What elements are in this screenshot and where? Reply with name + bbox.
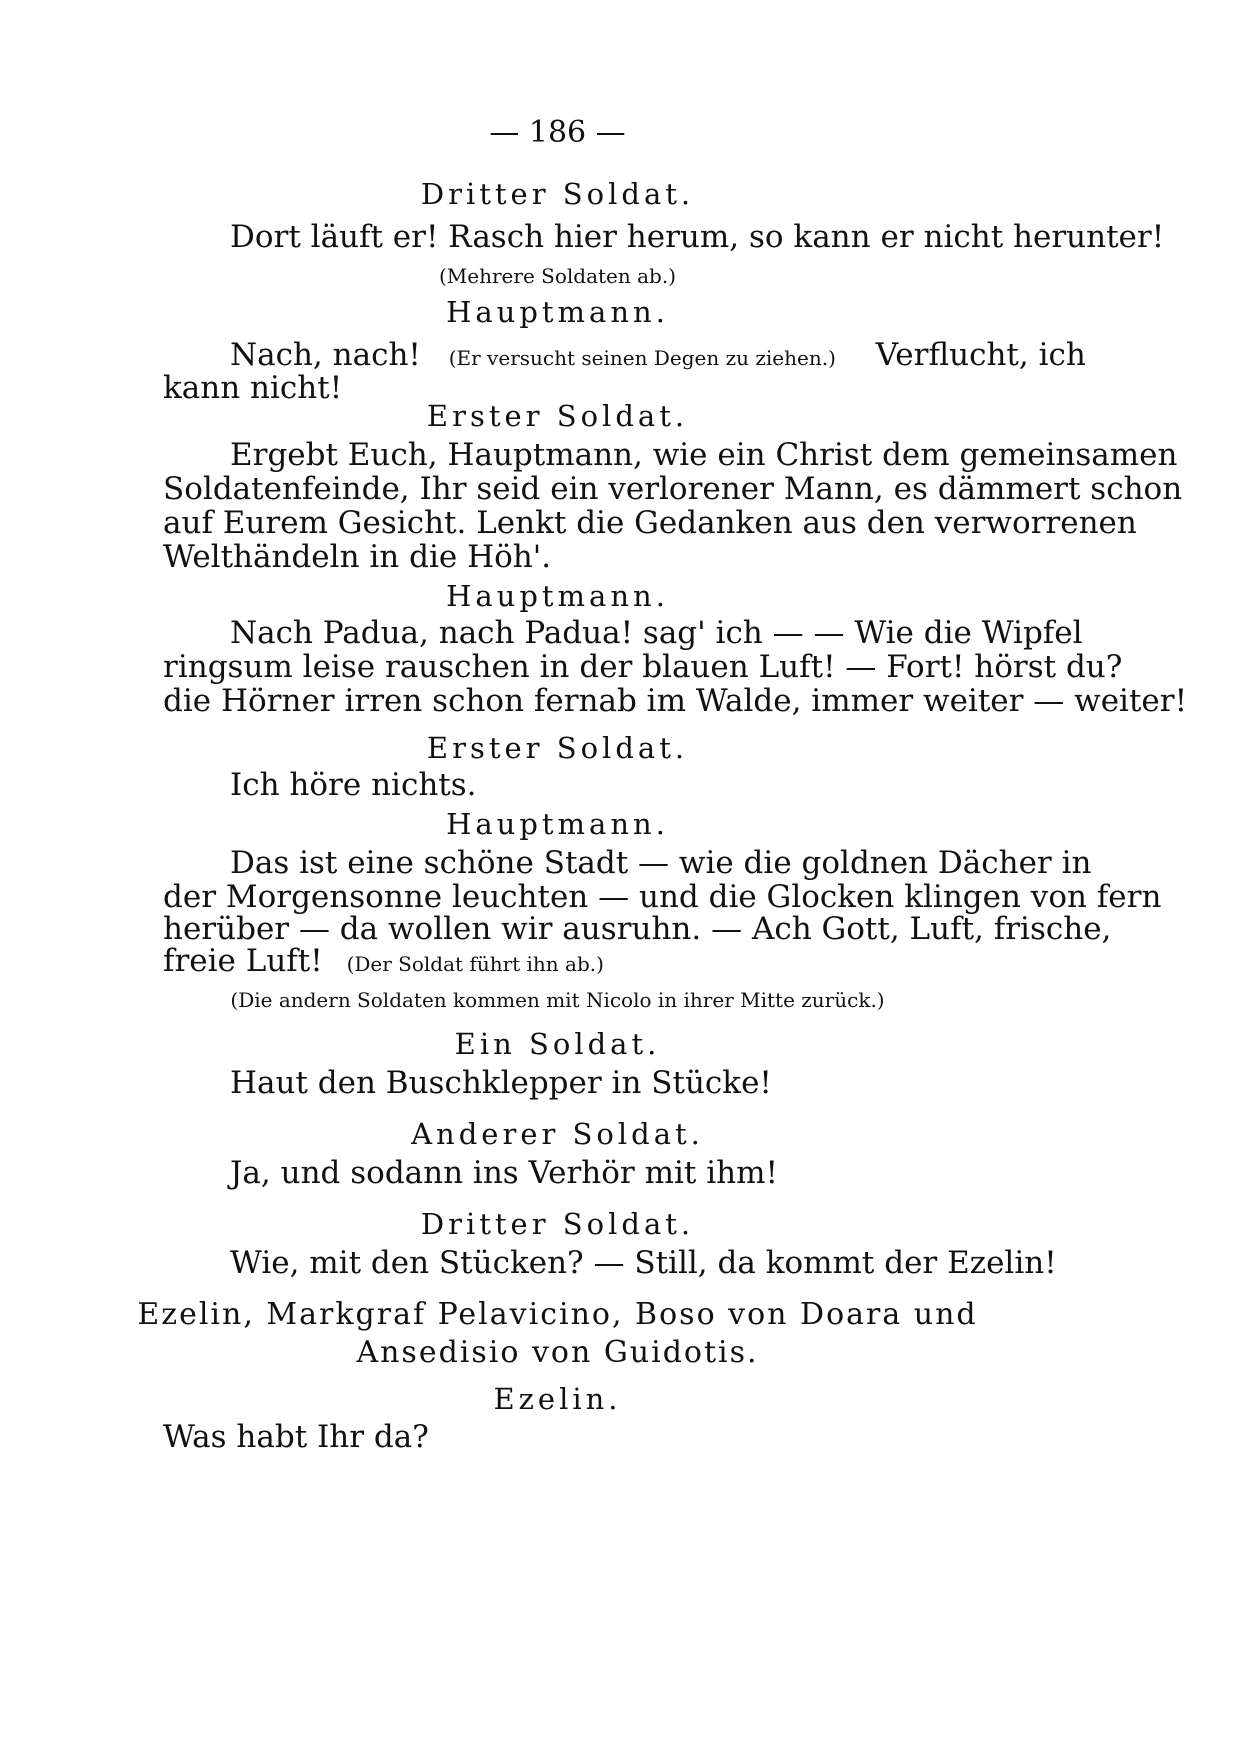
dialogue-line: Ja, und sodann ins Verhör mit ihm!	[230, 1155, 778, 1191]
speaker-heading: Erster Soldat.	[426, 731, 689, 765]
speaker-heading: Hauptmann.	[446, 807, 669, 841]
dialogue-line: Soldatenfeinde, Ihr seid ein verlorener Mann, es dämmert schon	[163, 471, 1183, 507]
dialogue-line: Welthändeln in die Höh'.	[163, 539, 552, 575]
dialogue-line: Was habt Ihr da?	[163, 1419, 429, 1455]
speaker-heading: Anderer Soldat.	[411, 1117, 704, 1151]
dialogue-line: auf Eurem Gesicht. Lenkt die Gedanken aus den verworrenen	[163, 505, 1137, 541]
entrance-direction: Ezelin, Markgraf Pelavicino, Boso von Doara und	[137, 1297, 978, 1332]
dialogue-line: Wie, mit den Stücken? — Still, da kommt der Ezelin!	[230, 1245, 1057, 1281]
speaker-heading: Erster Soldat.	[426, 399, 689, 433]
speaker-heading: Ein Soldat.	[454, 1027, 661, 1061]
dialogue-line: der Morgensonne leuchten — und die Glocken klingen von fern	[163, 879, 1162, 915]
dialogue-line: Dort läuft er! Rasch hier herum, so kann er nicht herunter!	[230, 219, 1165, 255]
speaker-heading: Dritter Soldat.	[420, 1207, 695, 1241]
dialogue-line	[230, 337, 1086, 373]
stage-direction: (Der Soldat führt ihn ab.)	[346, 952, 604, 976]
dialogue-line: herüber — da wollen wir ausruhn. — Ach Gott, Luft, frische,	[163, 911, 1112, 947]
dialogue-line: die Hörner irren schon fernab im Walde, immer weiter — weiter!	[163, 683, 1188, 719]
dialogue-line: Nach Padua, nach Padua! sag' ich — — Wie die Wipfel	[230, 615, 1083, 651]
speaker-heading: Ezelin.	[493, 1382, 622, 1416]
dialogue-line: ringsum leise rauschen in der blauen Luft! — Fort! hörst du?	[163, 649, 1123, 685]
dialogue-line: Ich höre nichts.	[230, 767, 477, 803]
dialogue-line: Das ist eine schöne Stadt — wie die goldnen Dächer in	[230, 845, 1092, 881]
page-number: — 186 —	[489, 115, 626, 150]
speaker-heading: Hauptmann.	[446, 295, 669, 329]
speaker-heading: Dritter Soldat.	[420, 177, 695, 211]
dialogue-line	[163, 943, 604, 979]
dialogue-text: freie Luft!	[163, 943, 323, 979]
dialogue-line: kann nicht!	[163, 370, 343, 406]
stage-direction: (Er versucht seinen Degen zu ziehen.)	[448, 346, 836, 370]
stage-direction: (Mehrere Soldaten ab.)	[438, 264, 676, 288]
speaker-heading: Hauptmann.	[446, 579, 669, 613]
stage-direction: (Die andern Soldaten kommen mit Nicolo in ihrer Mitte zurück.)	[230, 988, 885, 1012]
dialogue-line: Haut den Buschklepper in Stücke!	[230, 1065, 772, 1101]
dialogue-text: Verflucht, ich	[875, 337, 1086, 373]
dialogue-line: Ergebt Euch, Hauptmann, wie ein Christ dem gemeinsamen	[230, 437, 1178, 473]
entrance-direction: Ansedisio von Guidotis.	[356, 1335, 759, 1370]
dialogue-text: Nach, nach!	[230, 337, 421, 373]
